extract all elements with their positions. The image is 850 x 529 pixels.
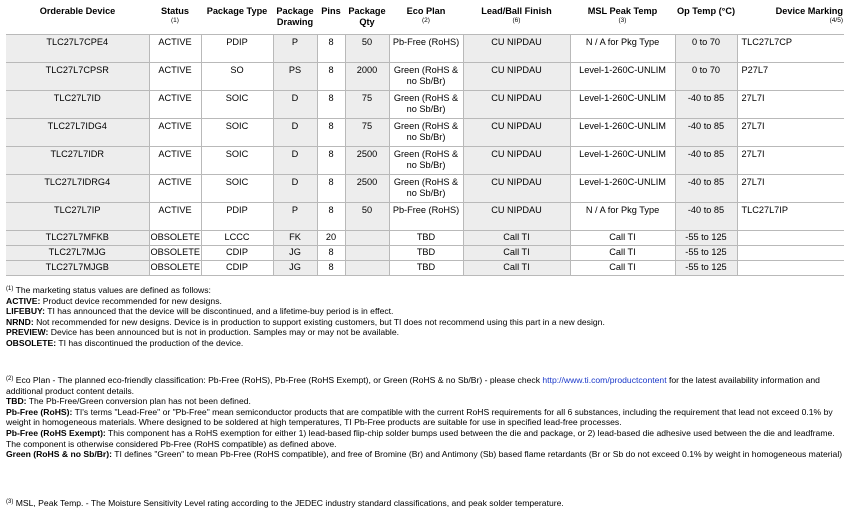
- table-cell: [737, 245, 844, 260]
- table-cell: Level-1-260C-UNLIM: [570, 90, 675, 118]
- table-cell: D: [273, 118, 317, 146]
- table-cell: Call TI: [570, 245, 675, 260]
- table-cell: TLC27L7IP: [6, 202, 149, 230]
- note-1: [6, 284, 844, 349]
- table-cell: TBD: [389, 230, 463, 245]
- column-header: Orderable Device: [39, 6, 116, 16]
- table-cell: 8: [317, 146, 345, 174]
- table-cell: 75: [345, 118, 389, 146]
- table-cell: TLC27L7IDR: [6, 146, 149, 174]
- column-header: Package Type: [206, 6, 268, 16]
- note-1-intro: $^{(1)}$ The marketing status values are defined as follows:: [6, 285, 211, 295]
- table-cell: P: [273, 202, 317, 230]
- table-cell: PDIP: [201, 34, 273, 62]
- table-cell: 8: [317, 174, 345, 202]
- table-row: [6, 174, 844, 202]
- table-cell: OBSOLETE: [149, 260, 201, 275]
- table-cell: ACTIVE: [149, 202, 201, 230]
- table-row: [6, 146, 844, 174]
- table-cell: TLC27L7CPSR: [6, 62, 149, 90]
- table-cell: -40 to 85: [675, 118, 737, 146]
- table-row: [6, 202, 844, 230]
- table-cell: 8: [317, 260, 345, 275]
- table-cell: Call TI: [570, 230, 675, 245]
- table-cell: Pb-Free (RoHS): [389, 202, 463, 230]
- table-cell: ACTIVE: [149, 146, 201, 174]
- table-cell: Call TI: [463, 230, 570, 245]
- table-cell: 2000: [345, 62, 389, 90]
- table-cell: TLC27L7MJG: [6, 245, 149, 260]
- table-cell: PS: [273, 62, 317, 90]
- table-cell: D: [273, 90, 317, 118]
- note-2-definitions: [6, 396, 844, 460]
- table-cell: P: [273, 34, 317, 62]
- table-cell: ACTIVE: [149, 62, 201, 90]
- table-cell: Green (RoHS & no Sb/Br): [389, 90, 463, 118]
- table-cell: PDIP: [201, 202, 273, 230]
- table-cell: ACTIVE: [149, 118, 201, 146]
- table-cell: TLC27L7CPE4: [6, 34, 149, 62]
- table-cell: [737, 260, 844, 275]
- definition-item: LIFEBUY: TI has announced that the device will be discontinued, and a lifetime-buy period is in effect.: [6, 306, 394, 317]
- table-cell: TLC27L7IDG4: [6, 118, 149, 146]
- table-cell: 8: [317, 118, 345, 146]
- table-cell: ACTIVE: [149, 174, 201, 202]
- table-cell: 2500: [345, 146, 389, 174]
- table-cell: CU NIPDAU: [463, 202, 570, 230]
- table-row: [6, 62, 844, 90]
- table-cell: TLC27L7CP: [737, 34, 844, 62]
- table-row: [6, 245, 844, 260]
- table-cell: -55 to 125: [675, 260, 737, 275]
- table-cell: Green (RoHS & no Sb/Br): [389, 118, 463, 146]
- table-cell: 27L7I: [737, 118, 844, 146]
- column-header: MSL Peak Temp (3): [587, 6, 658, 24]
- table-cell: OBSOLETE: [149, 230, 201, 245]
- table-cell: LCCC: [201, 230, 273, 245]
- note-1-definitions: [6, 296, 844, 349]
- definition-item: TBD: The Pb-Free/Green conversion plan has not been defined.: [6, 396, 251, 407]
- table-cell: -40 to 85: [675, 174, 737, 202]
- table-cell: JG: [273, 245, 317, 260]
- table-row: [6, 34, 844, 62]
- table-cell: Green (RoHS & no Sb/Br): [389, 146, 463, 174]
- table-cell: 0 to 70: [675, 62, 737, 90]
- table-cell: CU NIPDAU: [463, 174, 570, 202]
- table-cell: FK: [273, 230, 317, 245]
- table-row: [6, 260, 844, 275]
- table-cell: Call TI: [570, 260, 675, 275]
- table-cell: -40 to 85: [675, 90, 737, 118]
- header-row: [6, 5, 844, 34]
- table-cell: OBSOLETE: [149, 245, 201, 260]
- table-row: [6, 90, 844, 118]
- note-2: [6, 374, 844, 460]
- column-header: Device Marking (4/5): [775, 6, 843, 24]
- table-cell: Level-1-260C-UNLIM: [570, 174, 675, 202]
- table-cell: -55 to 125: [675, 230, 737, 245]
- table-cell: SO: [201, 62, 273, 90]
- table-cell: -55 to 125: [675, 245, 737, 260]
- table-cell: Green (RoHS & no Sb/Br): [389, 62, 463, 90]
- table-cell: TLC27L7IP: [737, 202, 844, 230]
- table-cell: CU NIPDAU: [463, 118, 570, 146]
- table-cell: 8: [317, 62, 345, 90]
- table-cell: 8: [317, 90, 345, 118]
- table-cell: N / A for Pkg Type: [570, 202, 675, 230]
- table-cell: Level-1-260C-UNLIM: [570, 118, 675, 146]
- column-header: Eco Plan (2): [406, 6, 446, 24]
- column-header: Status (1): [160, 6, 190, 24]
- table-cell: D: [273, 174, 317, 202]
- table-cell: CDIP: [201, 245, 273, 260]
- table-cell: N / A for Pkg Type: [570, 34, 675, 62]
- table-cell: Green (RoHS & no Sb/Br): [389, 174, 463, 202]
- table-cell: 27L7I: [737, 174, 844, 202]
- table-cell: TLC27L7IDRG4: [6, 174, 149, 202]
- table-cell: CU NIPDAU: [463, 146, 570, 174]
- table-cell: CDIP: [201, 260, 273, 275]
- orderable-devices-table: [6, 5, 844, 276]
- table-cell: 0 to 70: [675, 34, 737, 62]
- column-header: Pins: [321, 6, 341, 16]
- table-cell: [345, 260, 389, 275]
- definition-item: NRND: Not recommended for new designs. Device is in production to support existing customers, but TI does not recommend using this part in a new design.: [6, 316, 605, 327]
- table-cell: [345, 230, 389, 245]
- column-header: Package Qty: [348, 6, 386, 27]
- table-cell: 8: [317, 34, 345, 62]
- definition-item: PREVIEW: Device has been announced but is not in production. Samples may or may not be available.: [6, 327, 399, 338]
- note-2-intro: $^{(2)}$ Eco Plan - The planned eco-friendly classification: Pb-Free (RoHS), Pb-Free (RoHS Exempt), or Green (RoHS & no Sb/Br) - please check http://www.ti.com/productcontent for the latest availability information and additional product content details.: [6, 375, 820, 396]
- table-cell: TLC27L7MFKB: [6, 230, 149, 245]
- note-3: [6, 497, 844, 509]
- table-cell: ACTIVE: [149, 34, 201, 62]
- table-cell: P27L7: [737, 62, 844, 90]
- table-cell: TBD: [389, 260, 463, 275]
- table-row: [6, 118, 844, 146]
- table-cell: D: [273, 146, 317, 174]
- definition-item: OBSOLETE: TI has discontinued the production of the device.: [6, 337, 244, 348]
- column-header: Package Drawing: [276, 6, 314, 27]
- table-cell: ACTIVE: [149, 90, 201, 118]
- note-3-text: $^{(3)}$ MSL, Peak Temp. - The Moisture Sensitivity Level rating according to the JEDEC industry standard classifications, and peak solder temperature.: [6, 498, 564, 508]
- table-cell: TBD: [389, 245, 463, 260]
- table-cell: 50: [345, 202, 389, 230]
- table-cell: -40 to 85: [675, 146, 737, 174]
- table-cell: SOIC: [201, 146, 273, 174]
- table-cell: -40 to 85: [675, 202, 737, 230]
- table-cell: Level-1-260C-UNLIM: [570, 62, 675, 90]
- table-cell: SOIC: [201, 174, 273, 202]
- table-cell: CU NIPDAU: [463, 34, 570, 62]
- table-cell: Call TI: [463, 245, 570, 260]
- table-cell: SOIC: [201, 90, 273, 118]
- table-cell: CU NIPDAU: [463, 62, 570, 90]
- table-cell: JG: [273, 260, 317, 275]
- table-cell: SOIC: [201, 118, 273, 146]
- column-header: Lead/Ball Finish (6): [481, 6, 552, 24]
- table-cell: [345, 245, 389, 260]
- column-header: Op Temp (°C): [676, 6, 736, 16]
- table-cell: TLC27L7ID: [6, 90, 149, 118]
- definition-item: Pb-Free (RoHS): TI's terms "Lead-Free" or "Pb-Free" mean semiconductor products that are compatible with the current RoHS requirements for all 6 substances, including the requirement that lead not exceed 0.1% by weight in homogeneous materials. Where designed to be soldered at high temperatures, TI Pb-Free products are suitable for use in specified lead-free processes.: [6, 406, 833, 428]
- table-cell: 8: [317, 202, 345, 230]
- table-cell: 27L7I: [737, 146, 844, 174]
- product-content-link[interactable]: http://www.ti.com/productcontent: [542, 375, 667, 385]
- table-cell: [737, 230, 844, 245]
- table-cell: 75: [345, 90, 389, 118]
- table-cell: TLC27L7MJGB: [6, 260, 149, 275]
- definition-item: Green (RoHS & no Sb/Br): TI defines "Green" to mean Pb-Free (RoHS compatible), and free of Bromine (Br) and Antimony (Sb) based flame retardants (Br or Sb do not exceed 0.1% by weight in homogeneous material): [6, 449, 843, 460]
- definition-item: Pb-Free (RoHS Exempt): This component has a RoHS exemption for either 1) lead-based flip-chip solder bumps used between the die and package, or 2) lead-based die adhesive used between the die and leadframe. The component is otherwise considered Pb-Free (RoHS compatible) as defined above.: [6, 427, 835, 449]
- table-cell: Level-1-260C-UNLIM: [570, 146, 675, 174]
- table-cell: Call TI: [463, 260, 570, 275]
- table-cell: 2500: [345, 174, 389, 202]
- table-cell: 8: [317, 245, 345, 260]
- table-cell: CU NIPDAU: [463, 90, 570, 118]
- definition-item: ACTIVE: Product device recommended for new designs.: [6, 295, 222, 306]
- table-cell: 27L7I: [737, 90, 844, 118]
- table-row: [6, 230, 844, 245]
- table-cell: 50: [345, 34, 389, 62]
- table-cell: 20: [317, 230, 345, 245]
- table-cell: Pb-Free (RoHS): [389, 34, 463, 62]
